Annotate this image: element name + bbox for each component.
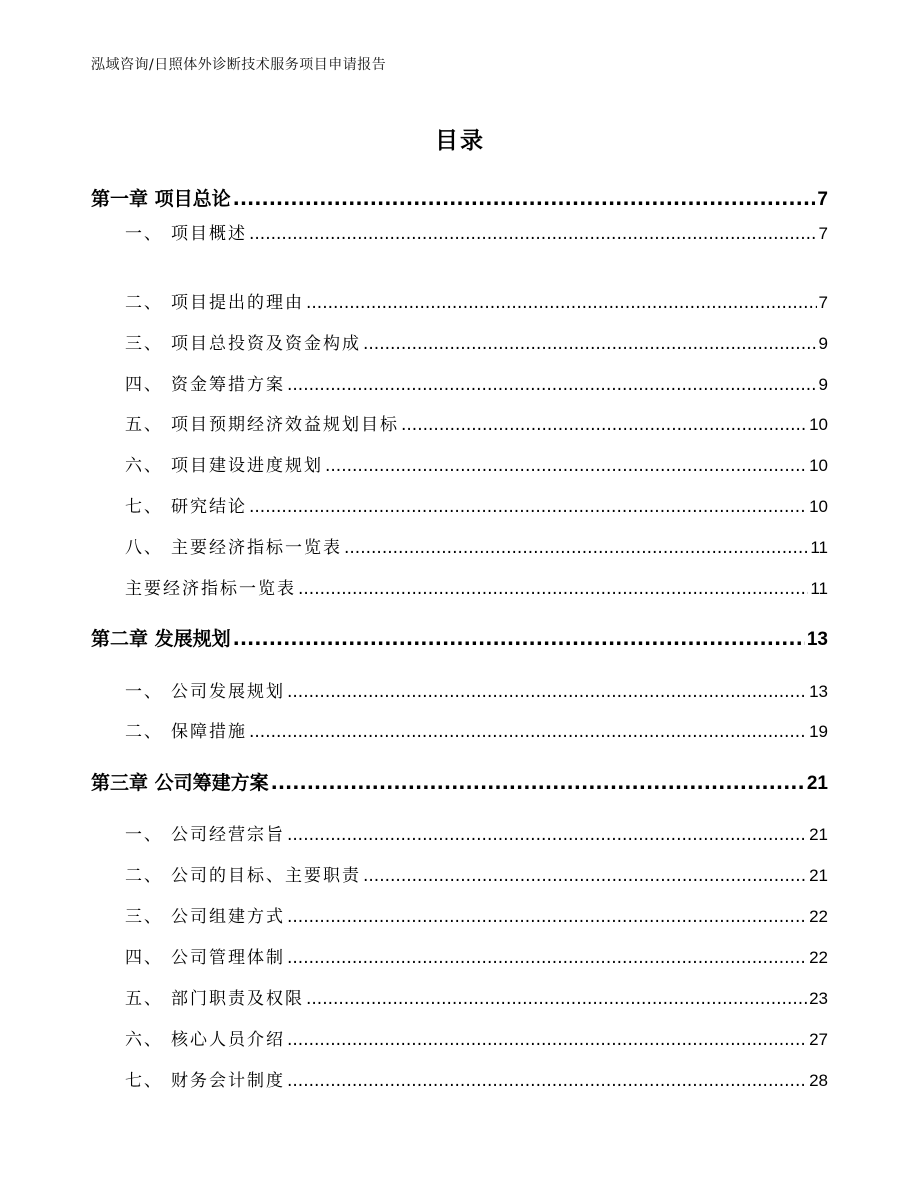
toc-entry-label: 资金筹措方案 [171, 375, 285, 395]
toc-section[interactable] [125, 492, 828, 517]
toc-section[interactable] [125, 902, 828, 927]
toc-section[interactable] [125, 820, 828, 845]
toc-page-number: 10 [809, 456, 828, 475]
toc-page-number: 21 [809, 825, 828, 844]
toc-table-entry[interactable] [125, 574, 828, 599]
toc-section-number: 六、 [125, 1030, 163, 1050]
toc-section[interactable] [125, 451, 828, 476]
leader-dots [401, 415, 807, 435]
toc-section-number: 四、 [125, 375, 163, 395]
leader-dots [249, 722, 807, 742]
toc-chapter-1[interactable] [91, 184, 828, 211]
leader-dots [287, 825, 807, 845]
toc-entry-label: 项目提出的理由 [171, 293, 304, 313]
toc-entry-label: 部门职责及权限 [171, 989, 304, 1009]
leader-dots [298, 579, 808, 599]
toc-entry-label: 研究结论 [171, 497, 247, 517]
toc-page-number: 13 [806, 629, 828, 650]
toc-section-number: 二、 [125, 866, 163, 886]
toc-section-number: 五、 [125, 989, 163, 1009]
leader-dots [249, 224, 817, 244]
leader-dots [325, 456, 807, 476]
toc-page-number: 22 [809, 948, 828, 967]
toc-page-number: 21 [809, 866, 828, 885]
toc-entry-label: 第三章 公司筹建方案 [91, 772, 269, 794]
toc-section-number: 二、 [125, 722, 163, 742]
toc-page-number: 11 [810, 538, 828, 557]
toc-section[interactable] [125, 533, 828, 558]
toc-section-number: 一、 [125, 224, 163, 244]
toc-section[interactable] [125, 861, 828, 886]
toc-section-number: 七、 [125, 497, 163, 517]
toc-entry-label: 项目建设进度规划 [171, 456, 323, 476]
toc-page-number: 11 [810, 579, 828, 598]
toc-entry-label: 公司经营宗旨 [171, 825, 285, 845]
leader-dots [287, 1030, 807, 1050]
leader-dots [233, 188, 816, 210]
toc-section[interactable] [125, 943, 828, 968]
toc-section-number: 二、 [125, 293, 163, 313]
toc-section[interactable] [125, 219, 828, 244]
toc-entry-label: 公司发展规划 [171, 682, 285, 702]
toc-section-number: 五、 [125, 415, 163, 435]
toc-section-number: 三、 [125, 907, 163, 927]
toc-section-number: 四、 [125, 948, 163, 968]
leader-dots [306, 989, 807, 1009]
toc-page-number: 22 [809, 907, 828, 926]
leader-dots [287, 948, 807, 968]
toc-page-number: 7 [817, 189, 828, 210]
leader-dots [363, 866, 807, 886]
toc-entry-label: 公司的目标、主要职责 [171, 866, 361, 886]
toc-section[interactable] [125, 677, 828, 702]
toc-page-number: 28 [809, 1071, 828, 1090]
leader-dots [287, 682, 807, 702]
toc-entry-label: 项目总投资及资金构成 [171, 334, 361, 354]
toc-section[interactable] [125, 984, 828, 1009]
toc-section[interactable] [125, 288, 828, 313]
leader-dots [287, 1071, 807, 1091]
toc-entry-label: 核心人员介绍 [171, 1030, 285, 1050]
toc-page-number: 9 [818, 375, 828, 394]
toc-chapter-3[interactable] [91, 768, 828, 795]
toc-entry-label: 第一章 项目总论 [91, 188, 231, 210]
page-title: 目录 [435, 128, 485, 154]
toc-section[interactable] [125, 1066, 828, 1091]
toc-entry-label: 项目预期经济效益规划目标 [171, 415, 399, 435]
toc-page-number: 13 [809, 682, 828, 701]
toc-entry-label: 主要经济指标一览表 [171, 538, 342, 558]
leader-dots [344, 538, 808, 558]
toc-entry-label: 公司管理体制 [171, 948, 285, 968]
leader-dots [287, 375, 817, 395]
toc-section[interactable] [125, 329, 828, 354]
toc-section-number: 七、 [125, 1071, 163, 1091]
toc-entry-label: 公司组建方式 [171, 907, 285, 927]
toc-section-number: 一、 [125, 825, 163, 845]
toc-section-number: 三、 [125, 334, 163, 354]
leader-dots [271, 772, 805, 794]
toc-page-number: 27 [809, 1030, 828, 1049]
toc-section-number: 六、 [125, 456, 163, 476]
toc-section[interactable] [125, 717, 828, 742]
toc-page-number: 10 [809, 415, 828, 434]
toc-section[interactable] [125, 410, 828, 435]
toc-section[interactable] [125, 370, 828, 395]
toc-page-number: 7 [818, 293, 828, 312]
leader-dots [287, 907, 807, 927]
document-header: 泓域咨询/日照体外诊断技术服务项目申请报告 [91, 57, 387, 73]
toc-page-number: 19 [809, 722, 828, 741]
toc-section[interactable] [125, 1025, 828, 1050]
leader-dots [233, 628, 805, 650]
toc-section-number: 八、 [125, 538, 163, 558]
toc-entry-label: 项目概述 [171, 224, 247, 244]
toc-entry-label: 主要经济指标一览表 [125, 579, 296, 599]
toc-chapter-2[interactable] [91, 624, 828, 651]
toc-page-number: 9 [818, 334, 828, 353]
toc-page-number: 23 [809, 989, 828, 1008]
toc-entry-label: 财务会计制度 [171, 1071, 285, 1091]
leader-dots [363, 334, 817, 354]
leader-dots [249, 497, 807, 517]
toc-page-number: 21 [806, 773, 828, 794]
leader-dots [306, 293, 817, 313]
toc-entry-label: 第二章 发展规划 [91, 628, 231, 650]
toc-section-number: 一、 [125, 682, 163, 702]
toc-entry-label: 保障措施 [171, 722, 247, 742]
toc-page-number: 10 [809, 497, 828, 516]
toc-page-number: 7 [818, 224, 828, 243]
